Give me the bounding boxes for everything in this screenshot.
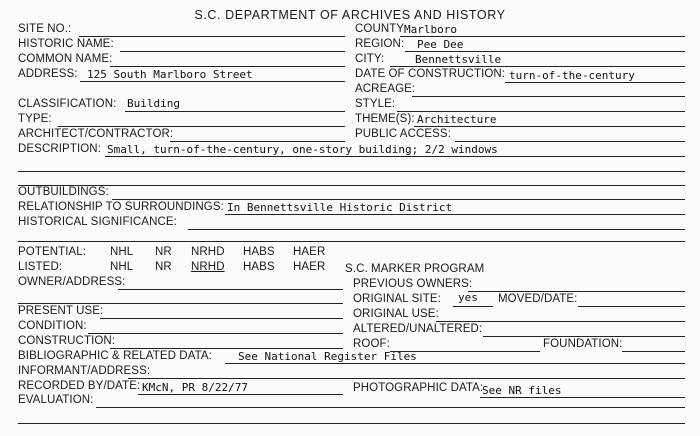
recorded-by-line: [138, 394, 343, 395]
original-site-line: [453, 306, 493, 307]
altered-unaltered-label: ALTERED/UNALTERED:: [353, 323, 483, 335]
photographic-data-line: [480, 397, 685, 398]
public-access-line: [455, 141, 685, 142]
description-line-1: [105, 156, 685, 157]
common-name-label: COMMON NAME:: [18, 53, 113, 65]
type-label: TYPE:: [18, 113, 52, 125]
moved-date-label: MOVED/DATE:: [498, 293, 578, 305]
section-divider-1: [18, 185, 685, 186]
description-label: DESCRIPTION:: [18, 143, 101, 155]
region-line: [405, 51, 685, 52]
site-no-line: [79, 36, 345, 37]
region-value: Pee Dee: [417, 38, 464, 51]
region-label: REGION:: [355, 38, 405, 50]
historical-significance-line-2: [18, 241, 685, 242]
marker-program-label: S.C. MARKER PROGRAM: [345, 263, 485, 275]
altered-unaltered-line: [483, 336, 685, 337]
informant-label: INFORMANT/ADDRESS:: [18, 365, 151, 377]
historical-significance-label: HISTORICAL SIGNIFICANCE:: [18, 216, 177, 228]
listed-nrhd-selected: NRHD: [191, 261, 225, 273]
listed-haer: HAER: [293, 261, 326, 273]
bibliographic-value: See National Register Files: [238, 350, 417, 363]
relationship-label: RELATIONSHIP TO SURROUNDINGS:: [18, 201, 224, 213]
relationship-line: [225, 214, 685, 215]
description-value: Small, turn-of-the-century, one-story building; 2/2 windows: [107, 143, 498, 156]
common-name-line: [110, 66, 345, 67]
site-no-label: SITE NO.:: [18, 23, 72, 35]
public-access-label: PUBLIC ACCESS:: [355, 128, 451, 140]
potential-nhl: NHL: [110, 246, 134, 258]
present-use-line: [100, 318, 343, 319]
historical-significance-line: [188, 229, 685, 230]
date-of-construction-value: turn-of-the-century: [509, 69, 635, 82]
county-label: COUNTY:: [355, 23, 407, 35]
type-line: [58, 126, 345, 127]
bibliographic-label: BIBLIOGRAPHIC & RELATED DATA:: [18, 350, 212, 362]
potential-nr: NR: [155, 246, 172, 258]
owner-address-label: OWNER/ADDRESS:: [18, 276, 126, 288]
potential-haer: HAER: [293, 246, 326, 258]
bibliographic-line: [225, 363, 685, 364]
potential-nrhd: NRHD: [191, 246, 225, 258]
photographic-data-value: See NR files: [482, 384, 562, 397]
classification-label: CLASSIFICATION:: [18, 98, 117, 110]
evaluation-label: EVALUATION:: [18, 394, 94, 406]
informant-line: [128, 378, 685, 379]
construction-label: CONSTRUCTION:: [18, 335, 116, 347]
owner-address-line-2: [18, 303, 343, 304]
owner-address-line: [118, 289, 343, 290]
architect-line: [170, 141, 345, 142]
date-of-construction-line: [505, 82, 685, 83]
recorded-by-label: RECORDED BY/DATE:: [18, 380, 141, 392]
original-site-label: ORIGINAL SITE:: [353, 293, 441, 305]
original-site-value: yes: [458, 291, 478, 304]
form-header: S.C. DEPARTMENT OF ARCHIVES AND HISTORY: [194, 8, 506, 22]
potential-label: POTENTIAL:: [18, 246, 87, 258]
listed-nhl: NHL: [110, 261, 134, 273]
address-line: [80, 81, 345, 82]
outbuildings-label: OUTBUILDINGS:: [18, 186, 109, 198]
recorded-by-value: KMcN, PR 8/22/77: [142, 381, 248, 394]
foundation-line: [622, 351, 685, 352]
evaluation-line-2: [18, 423, 685, 424]
classification-line: [125, 111, 345, 112]
architect-label: ARCHITECT/CONTRACTOR:: [18, 128, 174, 140]
roof-label: ROOF:: [353, 338, 390, 350]
acreage-label: ACREAGE:: [355, 83, 416, 95]
address-value: 125 South Marlboro Street: [87, 68, 253, 81]
historic-name-line: [120, 51, 345, 52]
evaluation-line: [96, 407, 685, 408]
listed-habs: HABS: [243, 261, 275, 273]
original-use-label: ORIGINAL USE:: [353, 308, 439, 320]
listed-nr: NR: [155, 261, 172, 273]
acreage-line: [412, 96, 685, 97]
classification-value: Building: [127, 97, 180, 110]
county-line: [400, 36, 685, 37]
construction-line: [110, 348, 343, 349]
city-value: Bennettsville: [415, 53, 502, 66]
themes-label: THEME(S):: [355, 113, 415, 125]
condition-line: [88, 333, 343, 334]
description-line-2: [18, 171, 685, 172]
condition-label: CONDITION:: [18, 320, 87, 332]
listed-label: LISTED:: [18, 261, 63, 273]
original-use-line: [436, 321, 685, 322]
city-label: CITY:: [355, 53, 385, 65]
county-value: Marlboro: [404, 23, 457, 36]
present-use-label: PRESENT USE:: [18, 305, 104, 317]
style-label: STYLE:: [355, 98, 396, 110]
previous-owners-line: [468, 291, 685, 292]
relationship-value: In Bennettsville Historic District: [227, 201, 453, 214]
foundation-label: FOUNDATION:: [543, 338, 623, 350]
historic-name-label: HISTORIC NAME:: [18, 38, 114, 50]
potential-habs: HABS: [243, 246, 275, 258]
style-line: [397, 111, 685, 112]
address-label: ADDRESS:: [18, 68, 78, 80]
photographic-data-label: PHOTOGRAPHIC DATA:: [353, 382, 484, 394]
moved-date-line: [578, 306, 685, 307]
themes-line: [414, 126, 685, 127]
themes-value: Architecture: [417, 113, 497, 126]
date-of-construction-label: DATE OF CONSTRUCTION:: [355, 68, 506, 80]
previous-owners-label: PREVIOUS OWNERS:: [353, 278, 473, 290]
outbuildings-line: [112, 199, 685, 200]
city-line: [390, 66, 685, 67]
